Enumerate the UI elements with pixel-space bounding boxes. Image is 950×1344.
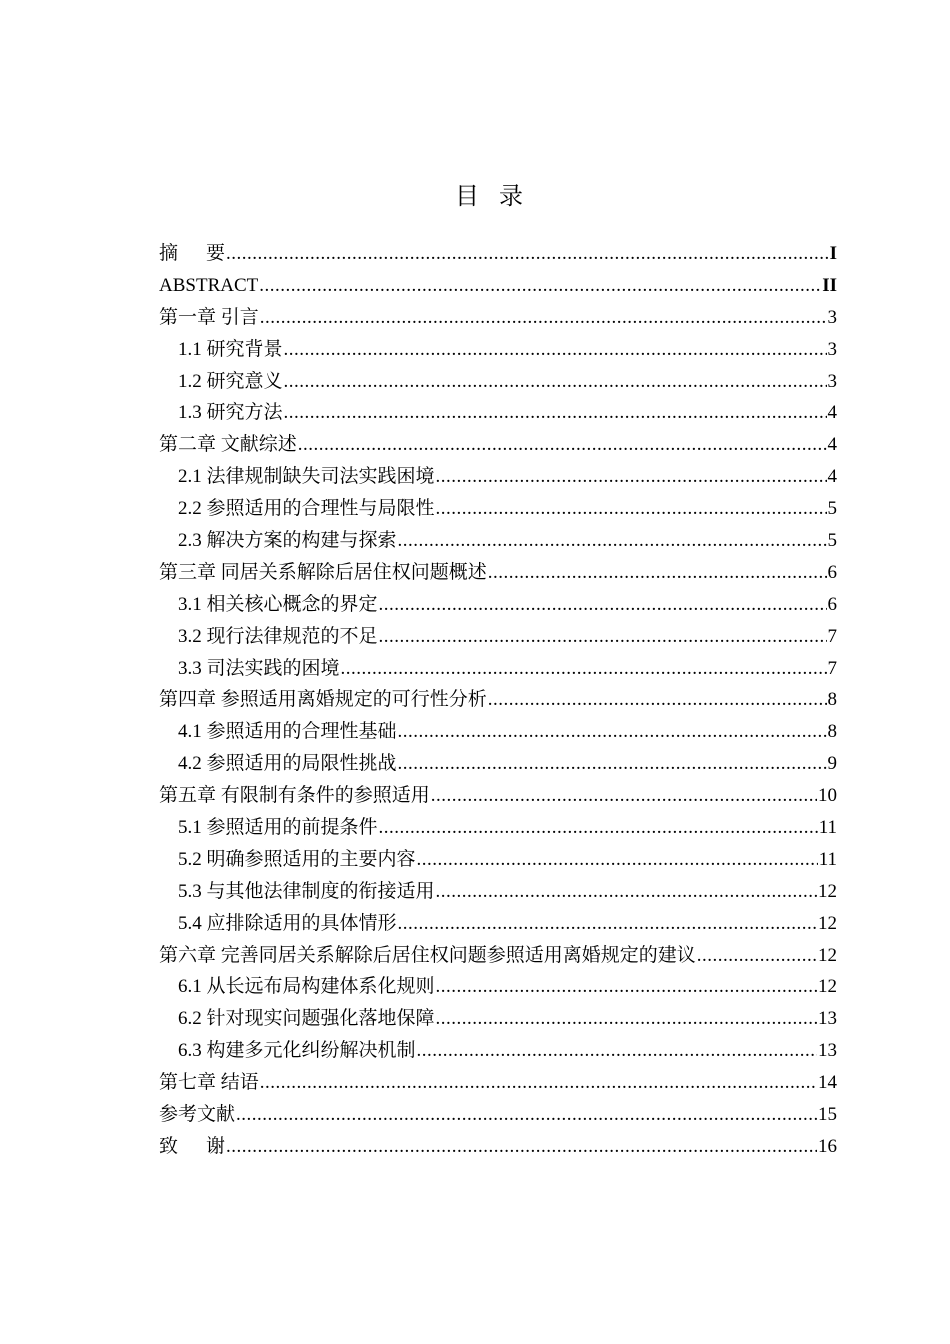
toc-entry-label: 摘要 — [159, 243, 226, 264]
toc-dot-leader — [260, 302, 827, 334]
toc-entry-label: 4.1 参照适用的合理性基础 — [178, 721, 397, 743]
toc-entry-label: 第六章 完善同居关系解除后居住权问题参照适用离婚规定的建议 — [159, 944, 696, 966]
toc-dot-leader — [431, 780, 817, 812]
toc-entry-page-number: 5 — [827, 530, 837, 552]
toc-entry-page-number: 6 — [827, 561, 837, 583]
toc-dot-leader — [436, 1003, 817, 1035]
toc-dot-leader — [260, 1067, 817, 1099]
toc-entry-page-number: 13 — [818, 1040, 837, 1062]
toc-entry[interactable] — [159, 1067, 837, 1099]
toc-entry-label: 2.3 解决方案的构建与探索 — [178, 530, 397, 552]
toc-entry-page-number: 3 — [827, 338, 837, 360]
toc-entry-page-number: 16 — [818, 1135, 837, 1157]
toc-entry[interactable] — [159, 908, 837, 940]
toc-entry-page-number: 5 — [827, 498, 837, 520]
toc-entry-page-number: 3 — [827, 306, 837, 328]
toc-entry[interactable] — [159, 461, 837, 493]
toc-entry[interactable] — [159, 1099, 837, 1131]
toc-dot-leader — [417, 1035, 817, 1067]
toc-dot-leader — [226, 1131, 817, 1163]
toc-dot-leader — [697, 940, 817, 972]
toc-entry-page-number: 12 — [818, 944, 837, 966]
toc-entry-label: 5.1 参照适用的前提条件 — [178, 817, 378, 839]
toc-entry[interactable] — [159, 493, 837, 525]
toc-dot-leader — [284, 397, 827, 429]
toc-dot-leader — [398, 525, 827, 557]
toc-entry-page-number: 12 — [818, 976, 837, 998]
toc-entry-page-number: 7 — [827, 657, 837, 679]
toc-entry-label: 第一章 引言 — [159, 306, 259, 328]
toc-dot-leader — [379, 812, 818, 844]
toc-dot-leader — [436, 971, 817, 1003]
toc-entry[interactable] — [159, 302, 837, 334]
toc-entry-label: 第四章 参照适用离婚规定的可行性分析 — [159, 689, 487, 711]
toc-entry[interactable] — [159, 397, 837, 429]
toc-dot-leader — [488, 557, 827, 589]
toc-entry-label: 5.4 应排除适用的具体情形 — [178, 912, 397, 934]
toc-entry[interactable] — [159, 366, 837, 398]
toc-dot-leader — [284, 334, 827, 366]
toc-entry-label: 5.3 与其他法律制度的衔接适用 — [178, 880, 435, 902]
toc-dot-leader — [436, 493, 827, 525]
toc-dot-leader — [259, 270, 821, 302]
toc-entry-page-number: 4 — [827, 434, 837, 456]
toc-entry[interactable] — [159, 812, 837, 844]
toc-entry[interactable] — [159, 238, 837, 270]
toc-entry[interactable] — [159, 589, 837, 621]
toc-entry-label: 1.2 研究意义 — [178, 370, 283, 392]
toc-entry[interactable] — [159, 780, 837, 812]
toc-entry-label: 4.2 参照适用的局限性挑战 — [178, 753, 397, 775]
toc-entry-page-number: 11 — [818, 817, 837, 839]
toc-entry-label: 第三章 同居关系解除后居住权问题概述 — [159, 561, 487, 583]
toc-dot-leader — [236, 1099, 817, 1131]
toc-dot-leader — [226, 238, 829, 270]
toc-entry-label: 第七章 结语 — [159, 1072, 259, 1094]
toc-entry[interactable] — [159, 429, 837, 461]
toc-dot-leader — [341, 653, 827, 685]
toc-entry-page-number: II — [822, 274, 837, 296]
toc-entry[interactable] — [159, 971, 837, 1003]
toc-entry[interactable] — [159, 334, 837, 366]
toc-entry-page-number: 7 — [827, 625, 837, 647]
toc-entry-label: 致谢 — [159, 1135, 226, 1157]
toc-entry-label: 2.2 参照适用的合理性与局限性 — [178, 498, 435, 520]
toc-dot-leader — [398, 748, 827, 780]
toc-entry-page-number: 13 — [818, 1008, 837, 1030]
toc-entry-label: 第五章 有限制有条件的参照适用 — [159, 785, 430, 807]
toc-entry-label: 6.2 针对现实问题强化落地保障 — [178, 1008, 435, 1030]
toc-dot-leader — [284, 366, 827, 398]
toc-entry-page-number: 8 — [827, 721, 837, 743]
toc-entry-page-number: 8 — [827, 689, 837, 711]
toc-dot-leader — [379, 621, 827, 653]
toc-entry-page-number: 12 — [818, 912, 837, 934]
toc-list — [159, 238, 837, 1163]
toc-entry-label: ABSTRACT — [159, 274, 259, 296]
toc-entry-label: 2.1 法律规制缺失司法实践困境 — [178, 466, 435, 488]
toc-entry-label: 3.2 现行法律规范的不足 — [178, 625, 378, 647]
toc-entry-page-number: 4 — [827, 466, 837, 488]
toc-entry-page-number: 3 — [827, 370, 837, 392]
toc-entry[interactable] — [159, 716, 837, 748]
toc-dot-leader — [398, 908, 817, 940]
toc-entry[interactable] — [159, 1131, 837, 1163]
toc-entry[interactable] — [159, 684, 837, 716]
toc-entry[interactable] — [159, 653, 837, 685]
toc-entry-page-number: 12 — [818, 880, 837, 902]
toc-entry-label: 1.1 研究背景 — [178, 338, 283, 360]
toc-entry-label: 3.3 司法实践的困境 — [178, 657, 340, 679]
toc-entry-label: 1.3 研究方法 — [178, 402, 283, 424]
toc-entry-page-number: 4 — [827, 402, 837, 424]
toc-dot-leader — [398, 716, 827, 748]
toc-entry[interactable] — [159, 940, 837, 972]
toc-entry-label: 参考文献 — [159, 1104, 236, 1126]
toc-dot-leader — [379, 589, 827, 621]
toc-entry-label: 第二章 文献综述 — [159, 434, 297, 456]
toc-dot-leader — [436, 876, 817, 908]
toc-entry-label: 5.2 明确参照适用的主要内容 — [178, 848, 416, 870]
toc-entry-label: 6.1 从长远布局构建体系化规则 — [178, 976, 435, 998]
toc-dot-leader — [436, 461, 827, 493]
toc-entry-label: 6.3 构建多元化纠纷解决机制 — [178, 1040, 416, 1062]
toc-entry[interactable] — [159, 270, 837, 302]
toc-entry[interactable] — [159, 876, 837, 908]
toc-entry-page-number: 15 — [818, 1104, 837, 1126]
toc-entry[interactable] — [159, 1035, 837, 1067]
toc-entry-page-number: 6 — [827, 593, 837, 615]
toc-entry-page-number: I — [829, 243, 837, 264]
toc-title: 目录 — [455, 182, 543, 210]
toc-entry[interactable] — [159, 557, 837, 589]
toc-entry-page-number: 11 — [818, 848, 837, 870]
toc-entry-page-number: 14 — [818, 1072, 837, 1094]
toc-entry[interactable] — [159, 844, 837, 876]
toc-entry[interactable] — [159, 1003, 837, 1035]
toc-dot-leader — [298, 429, 827, 461]
toc-dot-leader — [488, 684, 827, 716]
toc-entry[interactable] — [159, 621, 837, 653]
toc-entry[interactable] — [159, 748, 837, 780]
toc-entry-page-number: 9 — [827, 753, 837, 775]
toc-dot-leader — [417, 844, 818, 876]
toc-entry-page-number: 10 — [818, 785, 837, 807]
toc-entry-label: 3.1 相关核心概念的界定 — [178, 593, 378, 615]
toc-entry[interactable] — [159, 525, 837, 557]
